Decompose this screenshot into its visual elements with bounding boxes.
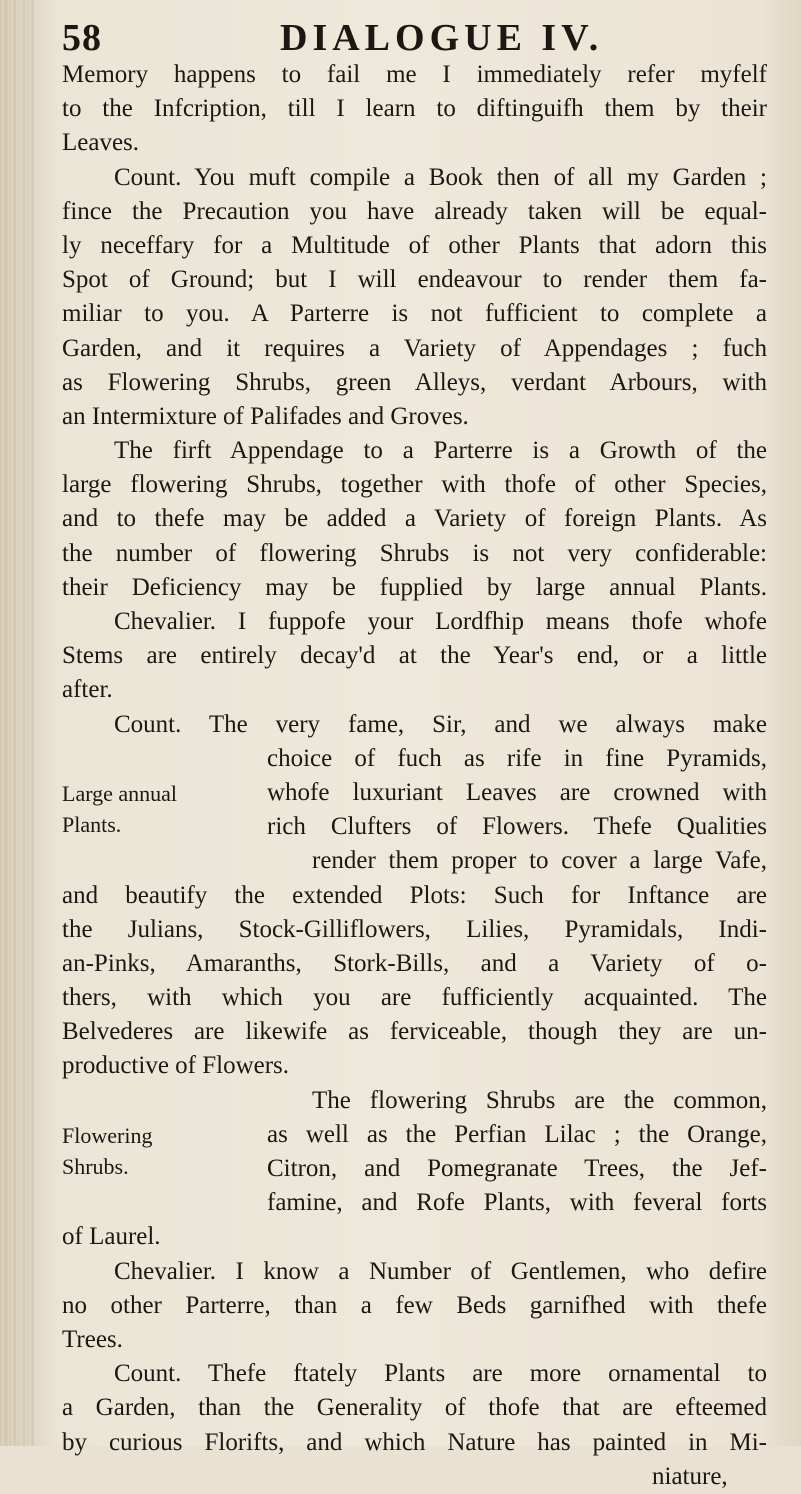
text-line: famine, and Rofe Plants, with feveral forts	[267, 1189, 767, 1217]
text-line: Count. You muft compile a Book then of all my Garden ;	[114, 163, 767, 191]
text-line: productive of Flowers.	[62, 1052, 290, 1080]
text-line: Spot of Ground; but I will endeavour to render them fa-	[62, 266, 767, 294]
text-line: choice of fuch as rife in fine Pyramids,	[267, 744, 767, 772]
text-line: Count. The very fame, Sir, and we always make	[114, 710, 767, 738]
text-line: Trees.	[62, 1325, 123, 1353]
text-line: no other Parterre, than a few Beds garnifhed with thefe	[62, 1291, 767, 1319]
text-line: the number of flowering Shrubs is not very confiderable:	[62, 539, 767, 567]
text-line: to the Infcription, till I learn to diftinguifh them by their	[62, 95, 767, 123]
catchword: niature,	[652, 1462, 728, 1490]
text-line: of Laurel.	[62, 1223, 161, 1251]
margin-note-shrubs: Shrubs.	[62, 1154, 129, 1179]
text-line: by curious Florifts, and which Nature has painted in Mi-	[62, 1428, 767, 1456]
text-line: thers, with which you are fufficiently acquainted. The	[62, 984, 767, 1012]
text-line: the Julians, Stock-Gilliflowers, Lilies, Pyramidals, Indi-	[62, 915, 767, 943]
text-line: as Flowering Shrubs, green Alleys, verdant Arbours, with	[62, 368, 767, 396]
body-text	[62, 58, 767, 1494]
text-line: an-Pinks, Amaranths, Stork-Bills, and a Variety of o-	[62, 949, 767, 977]
text-line: and beautify the extended Plots: Such for Inftance are	[62, 881, 767, 909]
text-line: Chevalier. I know a Number of Gentlemen, who defire	[114, 1257, 767, 1285]
text-line: Garden, and it requires a Variety of Appendages ; fuch	[62, 334, 767, 362]
text-line: Large annual whofe luxuriant Leaves are crowned with	[62, 778, 767, 806]
text-line: Leaves.	[62, 129, 140, 157]
text-line: and to thefe may be added a Variety of foreign Plants. As	[62, 505, 767, 533]
margin-note-large-annual: Large annual	[62, 780, 178, 806]
text-line: Memory happens to fail me I immediately refer myfelf	[62, 61, 767, 88]
text-line: fince the Precaution you have already taken will be equal-	[62, 197, 767, 225]
text-line: Stems are entirely decay'd at the Year's end, or a little	[62, 642, 767, 670]
text-line: a Garden, than the Generality of thofe that are efteemed	[62, 1394, 767, 1422]
text-line: Belvederes are likewife as ferviceable, though they are un-	[62, 1018, 767, 1046]
text-line: their Deficiency may be fupplied by large annual Plants.	[62, 573, 767, 601]
text-line: The flowering Shrubs are the common,	[312, 1086, 767, 1114]
text-line: miliar to you. A Parterre is not fufficient to complete a	[62, 300, 767, 328]
catchword-line	[62, 1460, 767, 1494]
text-line: ly neceffary for a Multitude of other Plants that adorn this	[62, 231, 767, 259]
text-line: Chevalier. I fuppofe your Lordfhip means thofe whofe	[114, 608, 767, 635]
text-line: an Intermixture of Palifades and Groves.	[62, 402, 469, 430]
text-line: Flowering as well as the Perfian Lilac ; the Orange,	[62, 1120, 767, 1148]
text-line: after.	[62, 676, 113, 704]
text-line: Shrubs. Citron, and Pomegranate Trees, the Jef-	[62, 1154, 767, 1182]
text-line: The firft Appendage to a Parterre is a Growth of the	[114, 437, 767, 465]
page-header	[62, 10, 762, 60]
text-line: large flowering Shrubs, together with thofe of other Species,	[62, 471, 767, 499]
text-line: render them proper to cover a large Vafe,	[312, 847, 767, 875]
text-line: Plants. rich Clufters of Flowers. Thefe Qualities	[62, 812, 767, 841]
text-line: Count. Thefe ftately Plants are more ornamental to	[114, 1360, 767, 1388]
margin-note-flowering: Flowering	[62, 1122, 153, 1148]
page-gutter	[0, 0, 34, 1446]
page-number: 58	[62, 17, 102, 59]
margin-note-plants: Plants.	[62, 812, 122, 838]
running-head: DIALOGUE IV.	[280, 17, 604, 59]
